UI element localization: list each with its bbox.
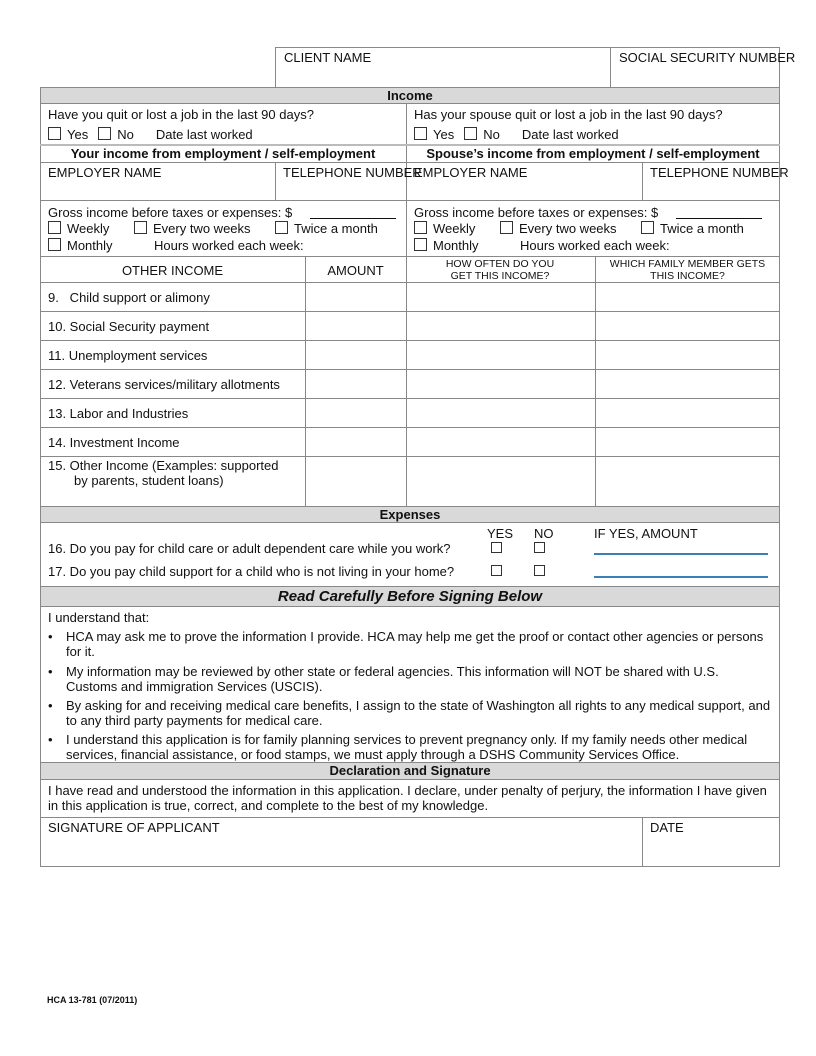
your-gross-income-input[interactable] bbox=[310, 218, 396, 219]
date-last-worked-label: Date last worked bbox=[155, 127, 253, 142]
weekly-label: Weekly bbox=[433, 221, 476, 236]
income-row-label-cont: by parents, student loans) bbox=[74, 473, 224, 488]
spouse-telephone-field[interactable]: TELEPHONE NUMBER bbox=[650, 165, 789, 180]
understand-bullet: • My information may be reviewed by other state or federal agencies. This information will NOT be shared with U.S. Customs and immigration Services (USCIS). bbox=[48, 664, 773, 694]
income-row-label: 9. Child support or alimony bbox=[48, 290, 210, 305]
income-row-label: 14. Investment Income bbox=[48, 435, 180, 450]
spouse-quit-yes-checkbox[interactable] bbox=[414, 127, 427, 140]
spouse-quit-no-checkbox[interactable] bbox=[464, 127, 477, 140]
understand-bullet: • I understand this application is for family planning services to prevent pregnancy only. If my family needs other medical services, financial assistance, or food stamps, we must apply through a DSHS Community Services Office. bbox=[48, 732, 773, 762]
q17-yes-checkbox[interactable] bbox=[491, 565, 502, 576]
every-two-weeks-label: Every two weeks bbox=[519, 221, 617, 236]
no-label: No bbox=[483, 127, 500, 142]
twice-month-label: Twice a month bbox=[660, 221, 744, 236]
income-row-label: 10. Social Security payment bbox=[48, 319, 210, 334]
you-quit-no-checkbox[interactable] bbox=[98, 127, 111, 140]
you-quit-question: Have you quit or lost a job in the last 90 days? bbox=[48, 107, 314, 122]
yes-label: Yes bbox=[433, 127, 455, 142]
hours-label: Hours worked each week: bbox=[154, 238, 304, 253]
spouse-hours-label: Hours worked each week: bbox=[520, 238, 670, 253]
income-row-label: 11. Unemployment services bbox=[48, 348, 208, 363]
q17-amount-input[interactable] bbox=[594, 576, 768, 578]
no-col-label: NO bbox=[534, 526, 554, 541]
monthly-label: Monthly bbox=[433, 238, 479, 253]
yes-label: Yes bbox=[67, 127, 89, 142]
signature-field[interactable]: SIGNATURE OF APPLICANT bbox=[48, 820, 220, 835]
yes-col-label: YES bbox=[487, 526, 514, 541]
spouse-quit-question: Has your spouse quit or lost a job in the last 90 days? bbox=[414, 107, 723, 122]
how-often-header: HOW OFTEN DO YOU GET THIS INCOME? bbox=[445, 258, 555, 282]
spouse-income-heading: Spouse’s income from employment / self-employment bbox=[426, 146, 760, 161]
form-number: HCA 13-781 (07/2011) bbox=[47, 995, 138, 1005]
spouse-twice-month-checkbox[interactable] bbox=[641, 221, 654, 234]
monthly-label: Monthly bbox=[67, 238, 113, 253]
declaration-header: Declaration and Signature bbox=[40, 762, 780, 780]
spouse-gross-income-label: Gross income before taxes or expenses: $ bbox=[414, 205, 659, 220]
every-two-weeks-checkbox[interactable] bbox=[134, 221, 147, 234]
q16-amount-input[interactable] bbox=[594, 553, 768, 555]
client-name-field[interactable]: CLIENT NAME bbox=[284, 50, 372, 65]
twice-month-checkbox[interactable] bbox=[275, 221, 288, 234]
spouse-employer-name-field[interactable]: EMPLOYER NAME bbox=[414, 165, 528, 180]
expenses-header: Expenses bbox=[40, 506, 780, 523]
income-header: Income bbox=[40, 87, 780, 104]
you-quit-yes-checkbox[interactable] bbox=[48, 127, 61, 140]
q16-yes-checkbox[interactable] bbox=[491, 542, 502, 553]
date-last-worked-label: Date last worked bbox=[521, 127, 619, 142]
spouse-monthly-checkbox[interactable] bbox=[414, 238, 427, 251]
ssn-field[interactable]: SOCIAL SECURITY NUMBER bbox=[619, 50, 796, 65]
income-row-label: 15. Other Income (Examples: supported bbox=[48, 458, 279, 473]
twice-month-label: Twice a month bbox=[294, 221, 378, 236]
q17-label: 17. Do you pay child support for a child who is not living in your home? bbox=[48, 564, 455, 579]
declaration-text: I have read and understood the information in this application. I declare, under penalty of perjury, the information I have given in this application is true, correct, and complete to the best of my knowledge. bbox=[48, 783, 767, 813]
spouse-every-two-weeks-checkbox[interactable] bbox=[500, 221, 513, 234]
understand-intro: I understand that: bbox=[48, 610, 150, 625]
your-employer-name-field[interactable]: EMPLOYER NAME bbox=[48, 165, 162, 180]
monthly-checkbox[interactable] bbox=[48, 238, 61, 251]
amount-col-label: IF YES, AMOUNT bbox=[594, 526, 698, 541]
other-income-header: OTHER INCOME bbox=[121, 263, 224, 278]
q16-label: 16. Do you pay for child care or adult dependent care while you work? bbox=[48, 541, 451, 556]
spouse-gross-income-input[interactable] bbox=[676, 218, 762, 219]
every-two-weeks-label: Every two weeks bbox=[153, 221, 251, 236]
income-row-label: 12. Veterans services/military allotments bbox=[48, 377, 280, 392]
income-row-label: 13. Labor and Industries bbox=[48, 406, 189, 421]
spouse-weekly-checkbox[interactable] bbox=[414, 221, 427, 234]
your-income-heading: Your income from employment / self-employment bbox=[70, 146, 376, 161]
your-telephone-field[interactable]: TELEPHONE NUMBER bbox=[283, 165, 422, 180]
date-field[interactable]: DATE bbox=[650, 820, 684, 835]
family-member-header: WHICH FAMILY MEMBER GETS THIS INCOME? bbox=[609, 258, 766, 282]
understand-bullet: • By asking for and receiving medical care benefits, I assign to the state of Washington all rights to any medical support, and to any third party payments for medical care. bbox=[48, 698, 773, 728]
q16-no-checkbox[interactable] bbox=[534, 542, 545, 553]
amount-header: AMOUNT bbox=[327, 263, 384, 278]
no-label: No bbox=[117, 127, 134, 142]
q17-no-checkbox[interactable] bbox=[534, 565, 545, 576]
weekly-checkbox[interactable] bbox=[48, 221, 61, 234]
your-gross-income-label: Gross income before taxes or expenses: $ bbox=[48, 205, 293, 220]
read-carefully-header: Read Carefully Before Signing Below bbox=[40, 586, 780, 607]
understand-bullet: • HCA may ask me to prove the information I provide. HCA may help me get the proof or contact other agencies or persons for it. bbox=[48, 629, 773, 659]
weekly-label: Weekly bbox=[67, 221, 110, 236]
